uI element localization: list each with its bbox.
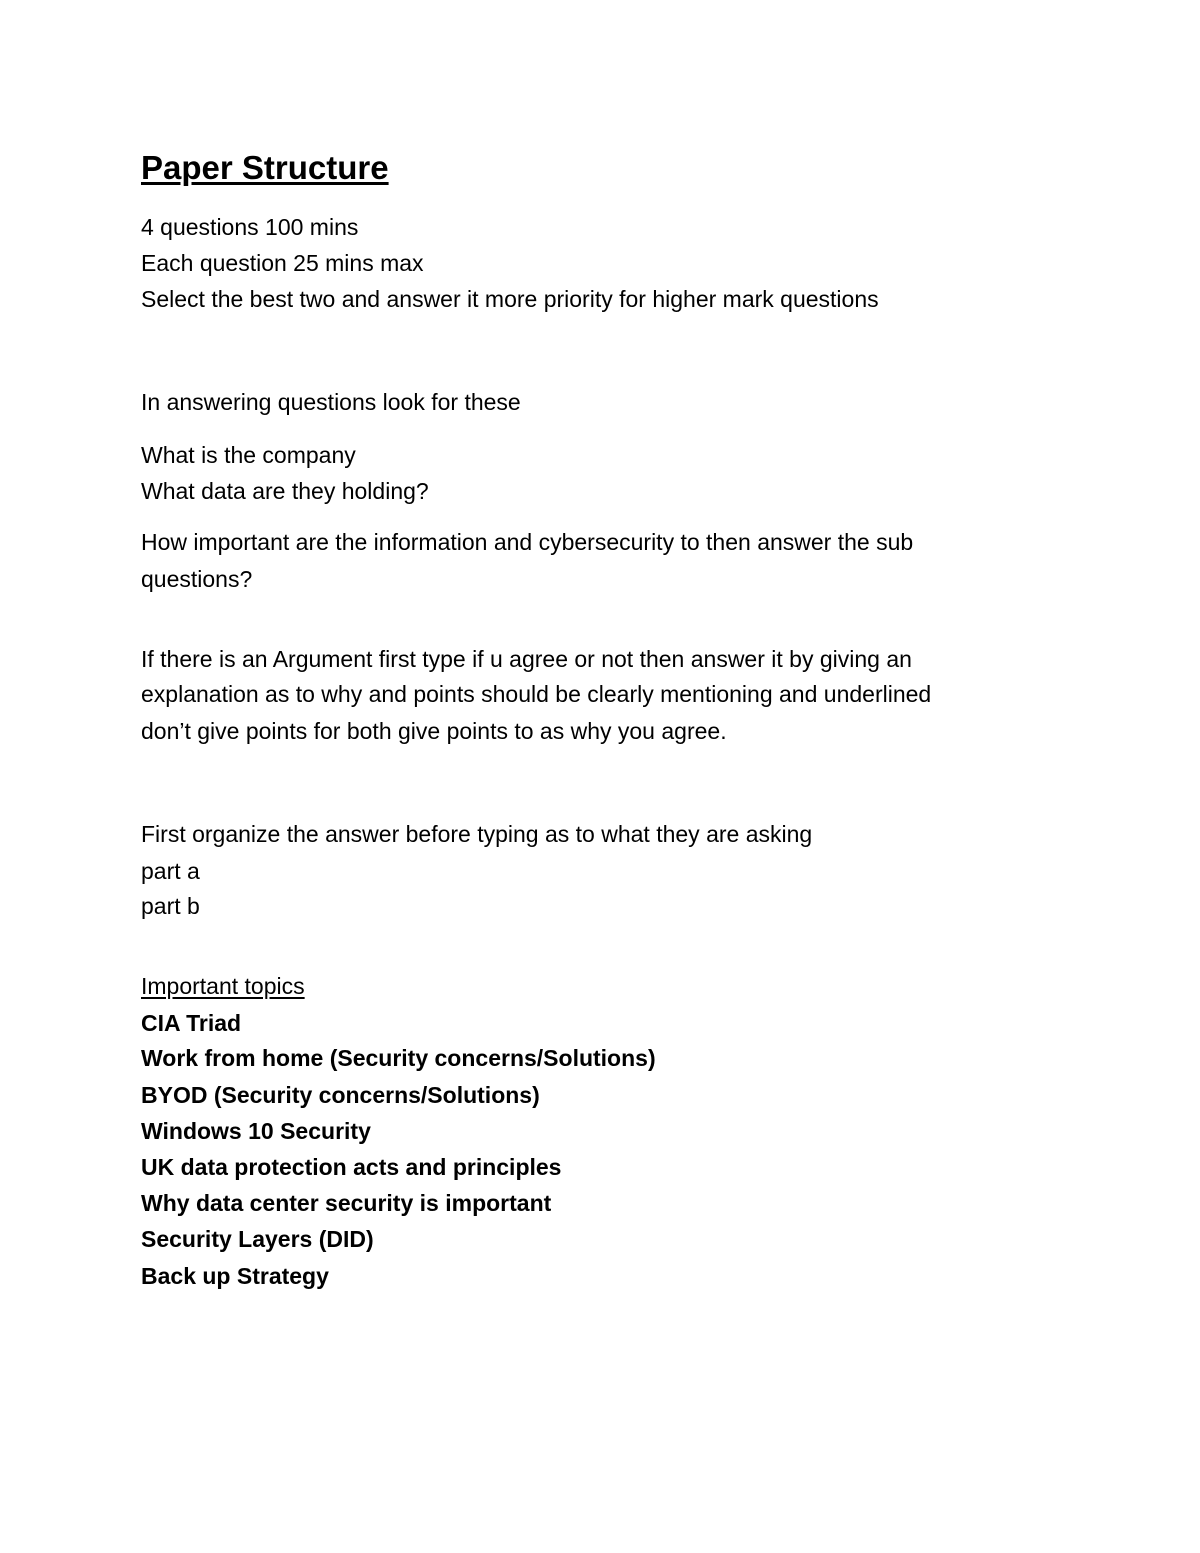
organize-line: First organize the answer before typing as to what they are asking — [141, 821, 813, 847]
intro-line-questions: 4 questions 100 mins — [141, 214, 359, 240]
argument-line-3: don’t give points for both give points to as why you agree. — [141, 718, 727, 744]
topic-item: Work from home (Security concerns/Solutions) — [141, 1045, 656, 1071]
intro-line-time: Each question 25 mins max — [141, 250, 424, 276]
page-title: Paper Structure — [141, 149, 389, 186]
argument-line-2: explanation as to why and points should be clearly mentioning and underlined — [141, 681, 932, 707]
organize-part-a: part a — [141, 858, 200, 884]
topic-item: Why data center security is important — [141, 1190, 552, 1216]
importance-line-2: questions? — [141, 566, 253, 592]
intro-line-priority: Select the best two and answer it more priority for higher mark questions — [141, 286, 879, 312]
look-for-company: What is the company — [141, 442, 356, 468]
topics-heading: Important topics — [141, 973, 305, 999]
topic-item: Windows 10 Security — [141, 1118, 371, 1144]
topic-item: CIA Triad — [141, 1010, 242, 1036]
topic-item: Back up Strategy — [141, 1263, 329, 1289]
topic-item: Security Layers (DID) — [141, 1226, 374, 1252]
organize-part-b: part b — [141, 893, 200, 919]
argument-line-1: If there is an Argument first type if u agree or not then answer it by giving an — [141, 646, 912, 672]
answering-heading: In answering questions look for these — [141, 389, 521, 415]
importance-line-1: How important are the information and cybersecurity to then answer the sub — [141, 529, 914, 555]
topic-item: UK data protection acts and principles — [141, 1154, 562, 1180]
look-for-data: What data are they holding? — [141, 478, 429, 504]
topic-item: BYOD (Security concerns/Solutions) — [141, 1082, 540, 1108]
